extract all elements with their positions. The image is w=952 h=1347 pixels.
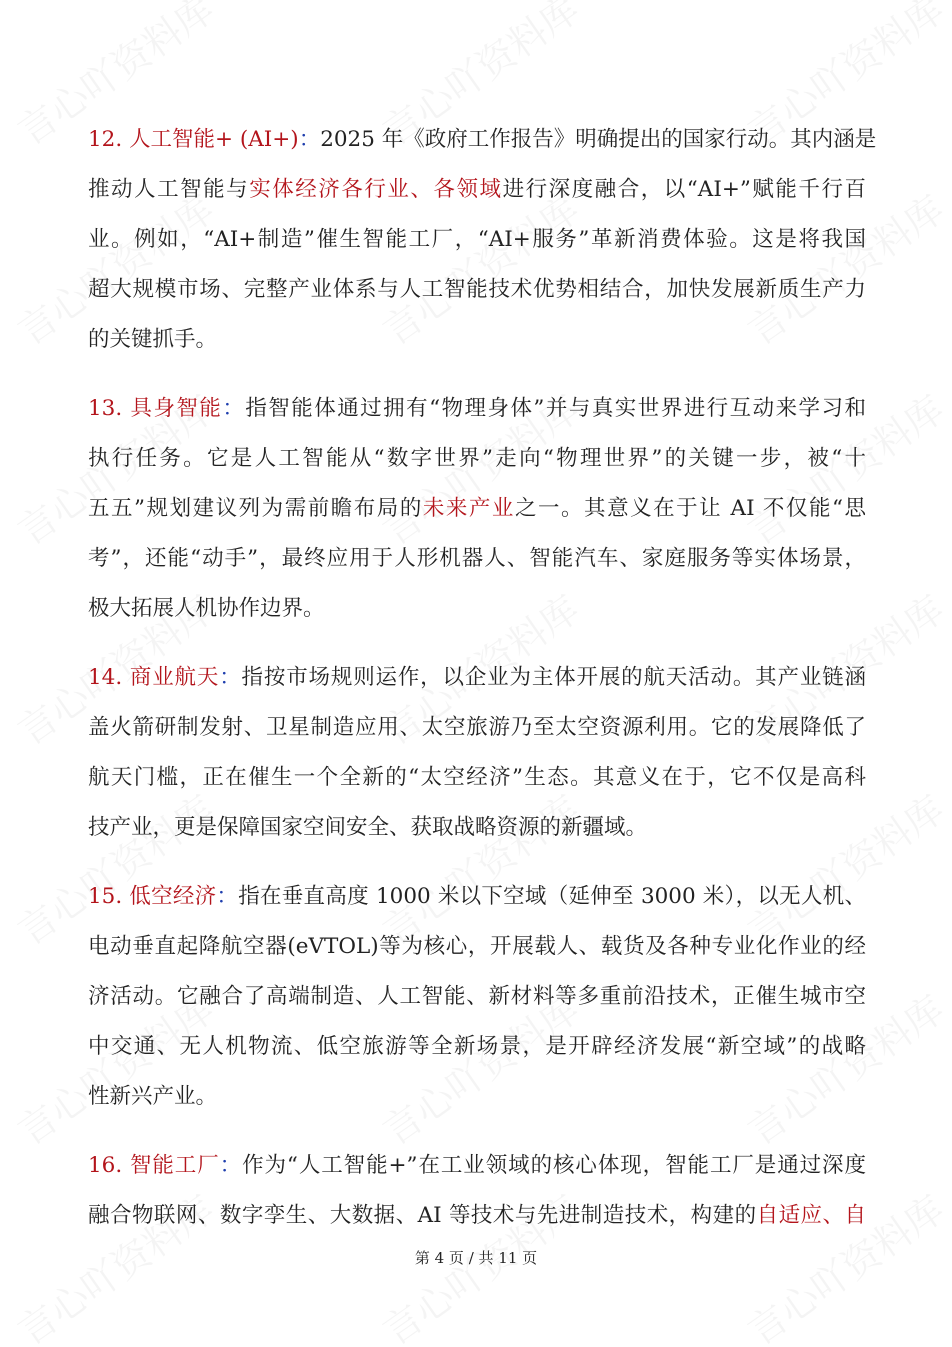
body-text: 电动垂直起降航空器(eVTOL)等为核心，开展载人、载货及各种专业化作业的经 [88,934,866,959]
body-text: 进行深度融合，以“AI+”赋能千行百 [502,177,866,202]
body-text: 指在垂直高度 1000 米以下空域（延伸至 3000 米），以无人机、 [238,884,866,909]
text-line [88,491,866,541]
highlighted-text: 自适应、自 [756,1203,866,1228]
highlighted-text: 15. 低空经济 [88,884,217,909]
glossary-entry [88,122,877,372]
text-line [88,1029,866,1079]
glossary-entry [88,391,866,641]
body-text: 2025 年《政府工作报告》明确提出的国家行动。其内涵是 [320,127,877,152]
highlighted-text: 实体经济各行业、各领域 [249,177,503,202]
text-line [88,710,866,760]
body-text: 考”，还能“动手”，最终应用于人形机器人、智能汽车、家庭服务等实体场景， [88,546,866,571]
glossary-entry [88,879,866,1129]
colon: ： [219,1153,243,1178]
body-text: 的关键抓手。 [88,327,218,352]
text-line [88,591,866,641]
text-line [88,810,866,860]
body-text: 航天门槛，正在催生一个全新的“太空经济”生态。其意义在于，它不仅是高科 [88,765,866,790]
colon: ： [298,127,321,152]
colon: ： [219,665,242,690]
colon: ： [222,396,246,421]
body-text: 指按市场规则运作，以企业为主体开展的航天活动。其产业链涵 [241,665,866,690]
text-line [88,929,866,979]
body-text: 执行任务。它是人工智能从“数字世界”走向“物理世界”的关键一步，被“十 [88,446,866,471]
document-body [88,122,877,1267]
body-text: 业。例如，“AI+制造”催生智能工厂，“AI+服务”革新消费体验。这是将我国 [88,227,866,252]
body-text: 济活动。它融合了高端制造、人工智能、新材料等多重前沿技术，正催生城市空 [88,984,866,1009]
text-line [88,979,866,1029]
body-text: 融合物联网、数字孪生、大数据、AI 等技术与先进制造技术，构建的 [88,1203,757,1228]
glossary-entry [88,1148,866,1248]
highlighted-text: 13. 具身智能 [88,396,223,421]
body-text: 之一。其意义在于让 AI 不仅能“思 [514,496,867,521]
text-line [88,879,866,929]
highlighted-text: 16. 智能工厂 [88,1153,220,1178]
text-line [88,391,866,441]
body-text: 性新兴产业。 [88,1084,218,1109]
body-text: 五五”规划建议列为需前瞻布局的 [88,496,423,521]
text-line [88,660,866,710]
body-text: 推动人工智能与 [88,177,250,202]
text-line [88,441,866,491]
body-text: 超大规模市场、完整产业体系与人工智能技术优势相结合，加快发展新质生产力 [88,277,866,302]
text-line [88,122,877,172]
highlighted-text: 未来产业 [422,496,515,521]
text-line [88,272,866,322]
colon: ： [216,884,239,909]
body-text: 指智能体通过拥有“物理身体”并与真实世界进行互动来学习和 [245,396,866,421]
body-text: 作为“人工智能+”在工业领域的核心体现，智能工厂是通过深度 [242,1153,866,1178]
text-line [88,172,866,222]
glossary-entry [88,660,866,860]
text-line [88,222,866,272]
text-line [88,1148,866,1198]
highlighted-text: 14. 商业航天 [88,665,220,690]
body-text: 技产业，更是保障国家空间安全、获取战略资源的新疆域。 [88,815,648,840]
text-line [88,1079,866,1129]
body-text: 极大拓展人机协作边界。 [88,596,325,621]
text-line [88,322,866,372]
body-text: 盖火箭研制发射、卫星制造应用、太空旅游乃至太空资源利用。它的发展降低了 [88,715,866,740]
highlighted-text: 12. 人工智能+ (AI+) [88,127,299,152]
text-line [88,760,866,810]
body-text: 中交通、无人机物流、低空旅游等全新场景，是开辟经济发展“新空域”的战略 [88,1034,866,1059]
text-line [88,1198,866,1248]
page-footer: 第 4 页 / 共 11 页 [414,1249,538,1267]
text-line [88,541,866,591]
